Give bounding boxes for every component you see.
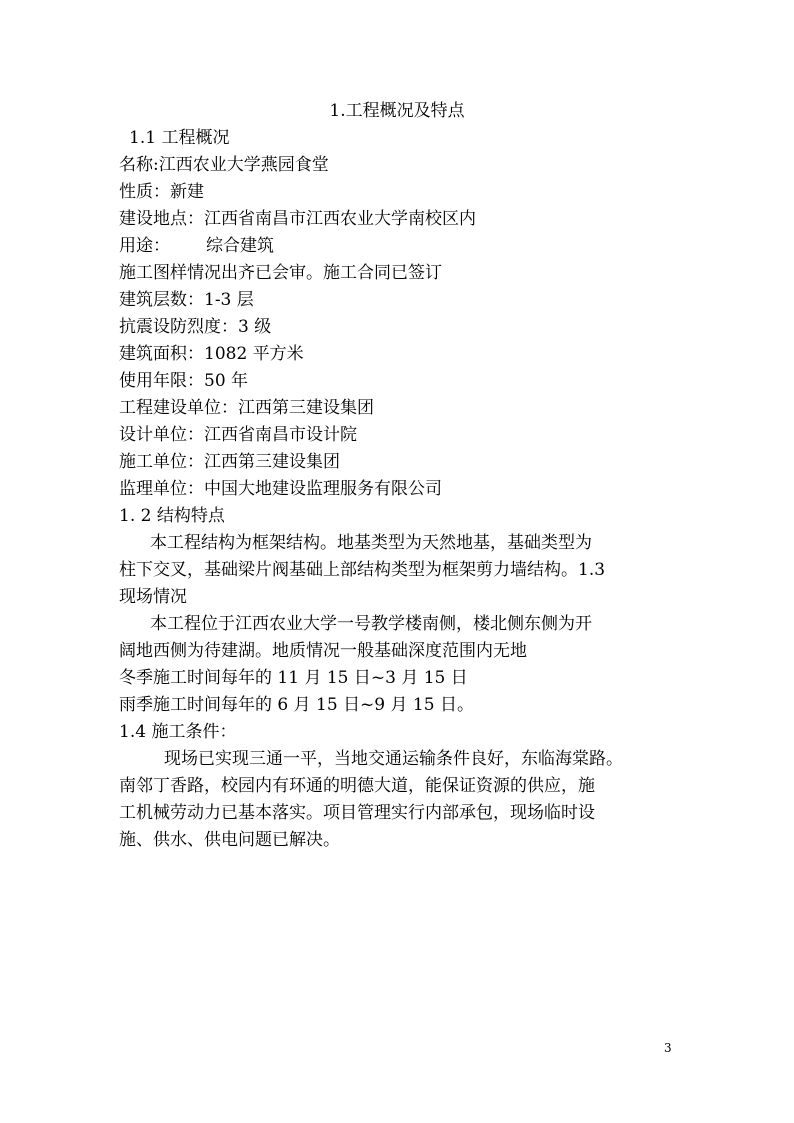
- supervision-unit: 监理单位：中国大地建设监理服务有限公司: [119, 479, 442, 499]
- project-location: 建设地点：江西省南昌市江西农业大学南校区内: [119, 209, 476, 229]
- project-purpose: [119, 233, 274, 259]
- rainy-construction-period: 雨季施工时间每年的 6 月 15 日~9 月 15 日。: [119, 695, 474, 715]
- construction-unit: 施工单位：江西第三建设集团: [119, 452, 340, 472]
- drawings-status: 施工图样情况出齐已会审。施工合同已签订: [119, 263, 442, 283]
- conditions-paragraph-line-1: 现场已实现三通一平，当地交通运输条件良好，东临海棠路。: [164, 749, 623, 769]
- section-heading-1-4: 1.4 施工条件：: [119, 722, 237, 742]
- site-paragraph-line-1: 本工程位于江西农业大学一号教学楼南侧，楼北侧东侧为开: [150, 614, 592, 634]
- client-unit: 工程建设单位：江西第三建设集团: [119, 398, 374, 418]
- purpose-value: 综合建筑: [206, 236, 274, 256]
- conditions-paragraph-line-2: 南邻丁香路，校园内有环通的明德大道，能保证资源的供应，施: [119, 776, 595, 796]
- purpose-label: 用途：: [119, 236, 170, 256]
- structure-paragraph-line-2: 柱下交叉，基础梁片阀基础上部结构类型为框架剪力墙结构。1.3: [119, 560, 606, 580]
- structure-paragraph-line-3: 现场情况: [119, 587, 187, 607]
- design-unit: 设计单位：江西省南昌市设计院: [119, 425, 357, 445]
- page-number: 3: [664, 1041, 672, 1055]
- conditions-paragraph-line-4: 施、供水、供电问题已解决。: [119, 830, 340, 850]
- service-life: 使用年限：50 年: [119, 371, 249, 391]
- conditions-paragraph-line-3: 工机械劳动力已基本落实。项目管理实行内部承包，现场临时设: [119, 803, 595, 823]
- building-area: 建筑面积：1082 平方米: [119, 344, 304, 364]
- seismic-intensity: 抗震设防烈度：3 级: [119, 317, 272, 337]
- project-nature: 性质：新建: [119, 182, 204, 202]
- site-paragraph-line-2: 阔地西侧为待建湖。地质情况一般基础深度范围内无地: [119, 641, 527, 661]
- section-heading-1-2: 1. 2 结构特点: [119, 506, 225, 526]
- project-name: 名称:江西农业大学燕园食堂: [119, 155, 329, 175]
- document-title: 1.工程概况及特点: [329, 101, 465, 121]
- section-heading-1-1: 1.1 工程概况: [129, 128, 230, 148]
- winter-construction-period: 冬季施工时间每年的 11 月 15 日~3 月 15 日: [119, 668, 468, 688]
- structure-paragraph-line-1: 本工程结构为框架结构。地基类型为天然地基，基础类型为: [150, 533, 592, 553]
- building-floors: 建筑层数：1-3 层: [119, 290, 254, 310]
